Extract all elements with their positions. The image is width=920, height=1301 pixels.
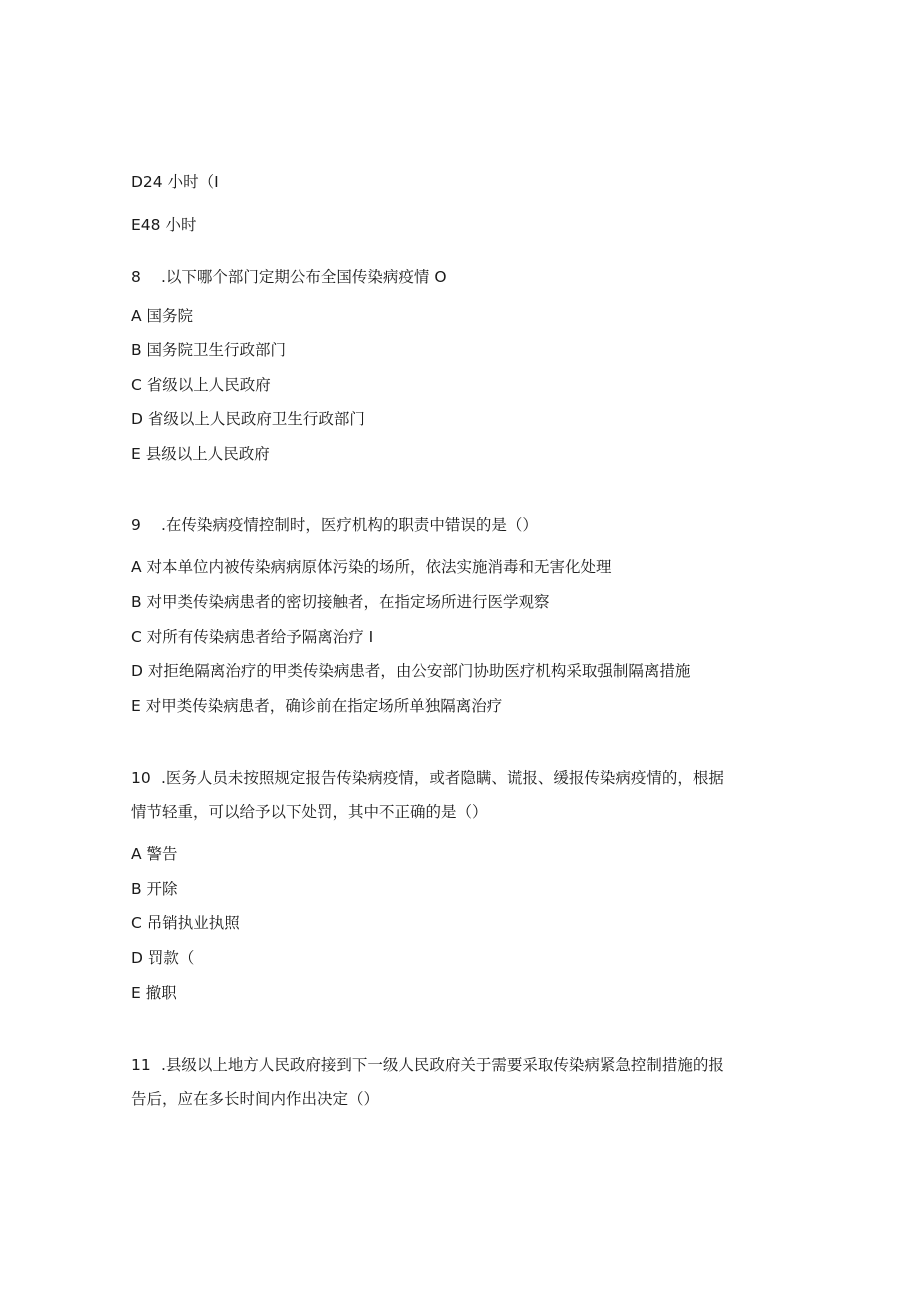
question-text: .医务人员未按照规定报告传染病疫情，或者隐瞒、谎报、缓报传染病疫情的，根据 <box>161 769 724 787</box>
question-number: 9 <box>131 516 141 534</box>
q9-option-d: D 对拒绝隔离治疗的甲类传染病患者，由公安部门协助医疗机构采取强制隔离措施 <box>131 662 691 680</box>
q10-option-b: B 开除 <box>131 880 178 898</box>
question-10 <box>131 768 724 788</box>
q10-option-d: D 罚款（ <box>131 949 195 967</box>
question-number: 8 <box>131 268 141 286</box>
q8-option-c: C 省级以上人民政府 <box>131 376 271 394</box>
question-10-continued: 情节轻重，可以给予以下处罚，其中不正确的是（） <box>131 803 488 821</box>
q10-option-c: C 吊销执业执照 <box>131 914 240 932</box>
question-text: .以下哪个部门定期公布全国传染病疫情 O <box>161 268 447 286</box>
question-number: 11 <box>131 1056 151 1074</box>
q10-option-a: A 警告 <box>131 845 178 863</box>
q7-option-e: E48 小时 <box>131 216 197 234</box>
question-11 <box>131 1055 724 1075</box>
question-number: 10 <box>131 769 151 787</box>
question-9 <box>131 515 538 535</box>
q8-option-d: D 省级以上人民政府卫生行政部门 <box>131 410 365 428</box>
q8-option-a: A 国务院 <box>131 307 194 325</box>
question-text: .在传染病疫情控制时，医疗机构的职责中错误的是（） <box>161 516 538 534</box>
q8-option-e: E 县级以上人民政府 <box>131 445 270 463</box>
question-text: .县级以上地方人民政府接到下一级人民政府关于需要采取传染病紧急控制措施的报 <box>161 1056 724 1074</box>
q8-option-b: B 国务院卫生行政部门 <box>131 341 287 359</box>
q9-option-a: A 对本单位内被传染病病原体污染的场所，依法实施消毒和无害化处理 <box>131 558 612 576</box>
question-8 <box>131 267 447 287</box>
q9-option-e: E 对甲类传染病患者，确诊前在指定场所单独隔离治疗 <box>131 697 503 715</box>
q7-option-d: D24 小时（I <box>131 173 219 191</box>
q9-option-c: C 对所有传染病患者给予隔离治疗 I <box>131 628 374 646</box>
q10-option-e: E 撤职 <box>131 984 177 1002</box>
question-11-continued: 告后，应在多长时间内作出决定（） <box>131 1090 380 1108</box>
q9-option-b: B 对甲类传染病患者的密切接触者，在指定场所进行医学观察 <box>131 593 550 611</box>
